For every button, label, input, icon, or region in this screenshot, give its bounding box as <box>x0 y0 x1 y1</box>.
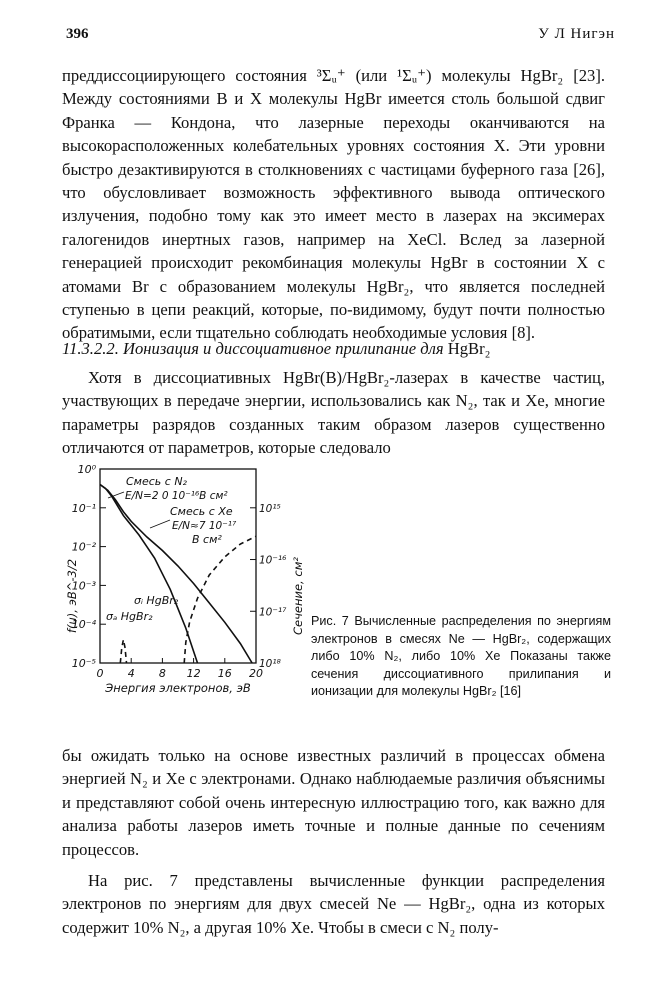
annotation-xe-field: E/N≈7 10⁻¹⁷ <box>172 520 237 532</box>
body-text-top <box>62 64 605 345</box>
y2-tick-label: 10⁻¹⁶ <box>259 554 287 567</box>
annotation-n2-label: Смесь с N₂ <box>126 475 187 488</box>
section-formula: HgBr₂ <box>447 339 491 358</box>
section-heading <box>62 338 605 360</box>
x-axis-label: Энергия электронов, эВ <box>105 681 251 695</box>
annotation-xe-label: Смесь с Xe <box>170 505 233 518</box>
x-tick-label: 0 <box>96 667 104 680</box>
y-tick-label: 10⁻¹ <box>71 501 96 515</box>
figure-caption: Рис. 7 Вычисленные распределения по энергиям электронов в смесях Ne — HgBr₂, содержащих либо 10% N₂, либо 10% Xe Показаны также сечения диссоциативного прилипания и ионизации для молекулы HgBr₂ [16] <box>311 614 611 699</box>
y-tick-label: 10⁻² <box>71 540 96 554</box>
y-tick-label: 10⁻³ <box>71 579 96 593</box>
page-header <box>66 26 615 46</box>
y-tick-label: 10⁰ <box>77 463 96 476</box>
x-tick-label: 20 <box>249 667 263 680</box>
paragraph-3: бы ожидать только на основе известных различий в процессах обмена энергией N₂ и Xe с электронами. Однако наблюдаемые различия объяснимы и представляют собой очень интересную иллюстрацию того, как важно для анализа работы лазеров иметь точные и полные данные по сечениям процессов. <box>62 746 605 859</box>
y2-tick-label: 10¹⁵ <box>259 502 281 515</box>
y2-axis-label: Сечение, см² <box>291 557 305 635</box>
series-line-2 <box>184 536 256 663</box>
page-number: 396 <box>66 26 89 42</box>
annotation-sigma-a: σₐ HgBr₂ <box>106 610 153 623</box>
paragraph-4: На рис. 7 представлены вычисленные функции распределения электронов по энергиям для двух смесей Ne — HgBr₂, одна из которых содержит 10% N₂, а другая 10% Xe. Чтобы в смеси с N₂ полу- <box>62 871 605 937</box>
distribution-chart <box>62 458 312 708</box>
series-line-3 <box>120 640 126 663</box>
y-axis-label: f(u), эВ^-3/2 <box>65 558 79 634</box>
annotation-n2-field: E/N=2 0 10⁻¹⁶В см² <box>125 490 228 502</box>
body-text-middle <box>62 366 605 460</box>
y-tick-label: 10⁻⁵ <box>71 657 96 670</box>
section-number: 11.3.2.2. <box>62 339 119 358</box>
body-text-bottom <box>62 744 605 939</box>
leader-xe <box>150 520 170 528</box>
y2-tick-label: 10¹⁸ <box>259 658 281 670</box>
annotation-xe-units: В см² <box>192 533 222 546</box>
y-tick-label: 10⁻⁴ <box>71 618 96 632</box>
x-tick-label: 12 <box>186 667 201 680</box>
section-title: Ионизация и диссоциативное прилипание для <box>123 339 444 358</box>
y2-tick-label: 10⁻¹⁷ <box>259 606 287 619</box>
figure-7 <box>62 458 312 708</box>
x-tick-label: 8 <box>158 667 166 680</box>
running-head: У Л Нигэн <box>538 26 615 42</box>
paragraph-1: преддиссоциирующего состояния ³Σᵤ⁺ (или ¹Σᵤ⁺) молекулы HgBr₂ [23]. Между состояниями B и X молекулы HgBr имеется столь большой сдвиг Франка — Кондона, что лазерные переходы оканчиваются на высокорасположенных колебательных уровнях состояния X. Эти уровни быстро дезактивируются в столкновениях с частицами буферного газа [26], что обусловливает возможность эффективного вывода оптического излучения, подобно тому как это имеет место в лазерах на эксимерах галогенидов инертных газов, например на XeCl. Вслед за лазерной генерацией происходит рекомбинация молекулы HgBr в состоянии X с атомами Br с образованием молекулы HgBr₂, что является последней ступенью в цепи реакций, которые, по-видимому, будут почти полностью обратимыми, если тщательно соблюдать необходимые условия [8]. <box>62 66 605 343</box>
x-tick-label: 4 <box>127 667 135 680</box>
annotation-sigma-i: σᵢ HgBr₂ <box>134 594 179 607</box>
paragraph-2: Хотя в диссоциативных HgBr(B)/HgBr₂-лазерах в качестве частиц, участвующих в передаче энергии, использовались как N₂, так и Xe, многие параметры разрядов созданных таким образом лазеров существенно отличаются от параметров, которые следовало <box>62 368 605 458</box>
x-tick-label: 16 <box>217 667 232 680</box>
